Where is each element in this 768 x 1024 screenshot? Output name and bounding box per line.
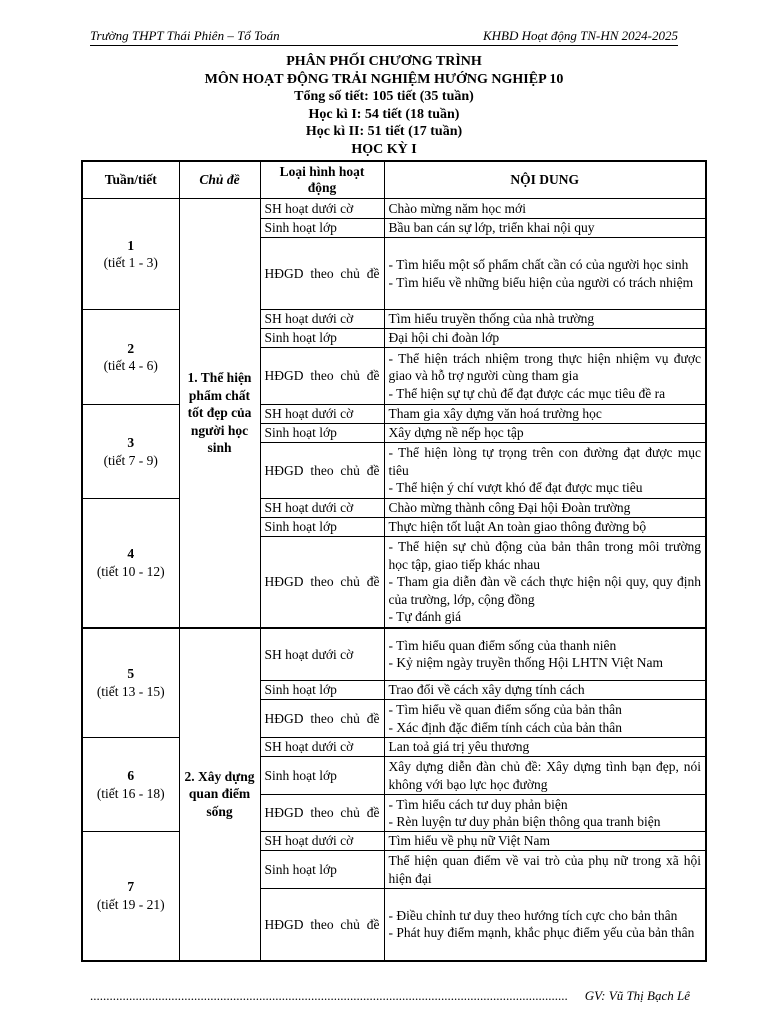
footer-author: GV: Vũ Thị Bạch Lê [584,988,690,1003]
week-range: (tiết 4 - 6) [103,358,158,373]
activity-type-cell: SH hoạt dưới cờ [260,832,384,851]
content-cell [384,199,706,219]
content-line: - Tìm hiểu về quan điểm sống của bản thân [388,702,622,717]
week-cell [82,310,179,405]
content-line: - Thể hiện lòng tự trọng trên con đường đạt được mục tiêu [388,445,701,478]
header-type: Loại hình hoạt động [260,161,384,199]
week-number: 2 [127,340,135,356]
activity-type-cell: Sinh hoạt lớp [260,219,384,238]
activity-type-cell: Sinh hoạt lớp [260,518,384,537]
content-line: Xây dựng nề nếp học tập [388,425,524,441]
content-line: - Kỷ niệm ngày truyền thống Hội LHTN Việt Nam [388,655,664,671]
content-line: - Thể hiện sự chủ động của bản thân trong môi trường học tập, giao tiếp khác nhau [388,539,701,572]
content-line: Trao đổi về cách xây dựng tính cách [388,682,585,698]
content-line: Đại hội chi đoàn lớp [388,330,500,346]
content-line: - Thể hiện sự tự chủ để đạt được các mục tiêu đề ra [388,385,666,401]
content-cell [384,681,706,700]
content-cell [384,348,706,405]
activity-type-cell: SH hoạt dưới cờ [260,310,384,329]
table-header-row [82,161,706,199]
header-topic: Chủ đề [179,161,260,199]
content-line: Tìm hiểu về phụ nữ Việt Nam [388,833,550,849]
topic-cell: 2. Xây dựng quan điểm sống [179,628,260,961]
document-title-block [0,53,768,159]
content-line: Lan toả giá trị yêu thương [388,739,530,755]
content-line: - Xác định đặc điểm tính cách của bản thân [388,719,623,735]
table-row [82,628,706,681]
activity-type-cell: HĐGD theo chủ đề [260,348,384,405]
activity-type-cell: HĐGD theo chủ đề [260,443,384,499]
week-number: 6 [127,768,135,783]
activity-type-cell: Sinh hoạt lớp [260,851,384,889]
content-line: - Phát huy điểm mạnh, khắc phục điểm yếu của bản thân [388,925,695,941]
activity-type-cell: HĐGD theo chủ đề [260,889,384,961]
week-cell [82,199,179,310]
content-cell [384,795,706,832]
title-line-2: MÔN HOẠT ĐỘNG TRẢI NGHIỆM HƯỚNG NGHIỆP 10 [204,71,564,87]
content-line: - Thể hiện trách nhiệm trong thực hiện nhiệm vụ được giao và hỗ trợ người cùng tham gia [388,350,701,384]
content-line: Chào mừng năm học mới [388,200,526,216]
content-line: Bầu ban cán sự lớp, triển khai nội quy [388,220,595,236]
content-line: Thể hiện quan điểm về vai trò của phụ nữ trong xã hội hiện đại [388,853,701,886]
content-cell [384,499,706,518]
header-plan: KHBD Hoạt động TN-HN 2024-2025 [482,28,678,43]
content-line: Chào mừng thành công Đại hội Đoàn trường [388,500,631,516]
activity-type-cell: SH hoạt dưới cờ [260,499,384,518]
header-school: Trường THPT Thái Phiên – Tổ Toán [90,28,280,43]
content-line: - Rèn luyện tư duy phản biện thông qua tranh biện [388,814,661,829]
activity-type-cell: Sinh hoạt lớp [260,757,384,795]
table-row [82,738,706,757]
week-range: (tiết 1 - 3) [103,255,158,270]
program-table [81,160,707,962]
content-cell [384,832,706,851]
content-line: - Tự đánh giá [388,609,462,624]
content-cell [384,238,706,310]
content-cell [384,405,706,424]
content-line: - Tham gia diễn đàn về cách thực hiện nội quy, quy định của trường, lớp, cộng đồng [388,574,701,607]
activity-type-cell: Sinh hoạt lớp [260,681,384,700]
week-number: 3 [127,435,135,450]
title-line-4: Học kì I: 54 tiết (18 tuần) [308,106,460,122]
table-row [82,310,706,329]
content-cell [384,889,706,961]
content-cell [384,329,706,348]
activity-type-cell: HĐGD theo chủ đề [260,700,384,738]
activity-type-cell: HĐGD theo chủ đề [260,795,384,832]
content-line: - Tìm hiểu về những biểu hiện của người có trách nhiệm [388,274,694,290]
content-cell [384,628,706,681]
page-header [90,28,678,46]
content-line: Tham gia xây dựng văn hoá trường học [388,406,602,422]
week-cell [82,628,179,738]
content-line: Thực hiện tốt luật An toàn giao thông đường bộ [388,519,647,535]
content-line: Tìm hiểu truyền thống của nhà trường [388,311,595,327]
content-cell [384,310,706,329]
content-cell [384,443,706,499]
week-cell [82,832,179,961]
content-cell [384,518,706,537]
week-cell [82,405,179,499]
week-range: (tiết 10 - 12) [96,563,165,579]
week-number: 4 [127,546,135,562]
content-line: - Tìm hiểu quan điểm sống của thanh niên [388,637,617,653]
header-content: NỘI DUNG [384,161,706,199]
content-cell [384,537,706,628]
footer-dots: ................................................................................................................................................... [90,988,568,1003]
table-body [82,199,706,961]
week-cell [82,738,179,832]
week-number: 1 [127,237,135,253]
week-number: 5 [127,666,135,682]
week-number: 7 [127,879,135,895]
content-line: - Điều chỉnh tư duy theo hướng tích cực cho bản thân [388,907,678,923]
activity-type-cell: HĐGD theo chủ đề [260,238,384,310]
week-cell [82,499,179,628]
activity-type-cell: HĐGD theo chủ đề [260,537,384,628]
content-line: - Tìm hiểu một số phẩm chất cần có của người học sinh [388,257,689,272]
table-row [82,499,706,518]
week-range: (tiết 7 - 9) [103,452,158,468]
title-line-3: Tổng số tiết: 105 tiết (35 tuần) [294,89,474,105]
title-line-6: HỌC KỲ I [351,141,417,157]
week-range: (tiết 13 - 15) [96,683,165,699]
content-line: Xây dựng diễn đàn chủ đề: Xây dựng tình bạn đẹp, nói không với bạo lực học đường [388,759,701,792]
content-cell [384,219,706,238]
week-range: (tiết 19 - 21) [96,896,165,912]
header-week: Tuần/tiết [82,161,179,199]
content-line: - Thể hiện ý chí vượt khó để đạt được mục tiêu [388,480,643,496]
week-range: (tiết 16 - 18) [96,785,165,801]
activity-type-cell: Sinh hoạt lớp [260,329,384,348]
topic-cell: 1. Thể hiện phẩm chất tốt đẹp của người học sinh [179,199,260,628]
activity-type-cell: SH hoạt dưới cờ [260,405,384,424]
content-cell [384,851,706,889]
title-line-1: PHÂN PHỐI CHƯƠNG TRÌNH [286,54,482,69]
content-cell [384,738,706,757]
activity-type-cell: SH hoạt dưới cờ [260,628,384,681]
table-row [82,832,706,851]
content-cell [384,700,706,738]
activity-type-cell: SH hoạt dưới cờ [260,738,384,757]
content-cell [384,424,706,443]
content-line: - Tìm hiểu cách tư duy phản biện [388,796,568,812]
activity-type-cell: Sinh hoạt lớp [260,424,384,443]
table-row [82,199,706,219]
content-cell [384,757,706,795]
activity-type-cell: SH hoạt dưới cờ [260,199,384,219]
page-footer [90,988,690,1004]
title-line-5: Học kì II: 51 tiết (17 tuần) [305,124,463,140]
table-row [82,405,706,424]
